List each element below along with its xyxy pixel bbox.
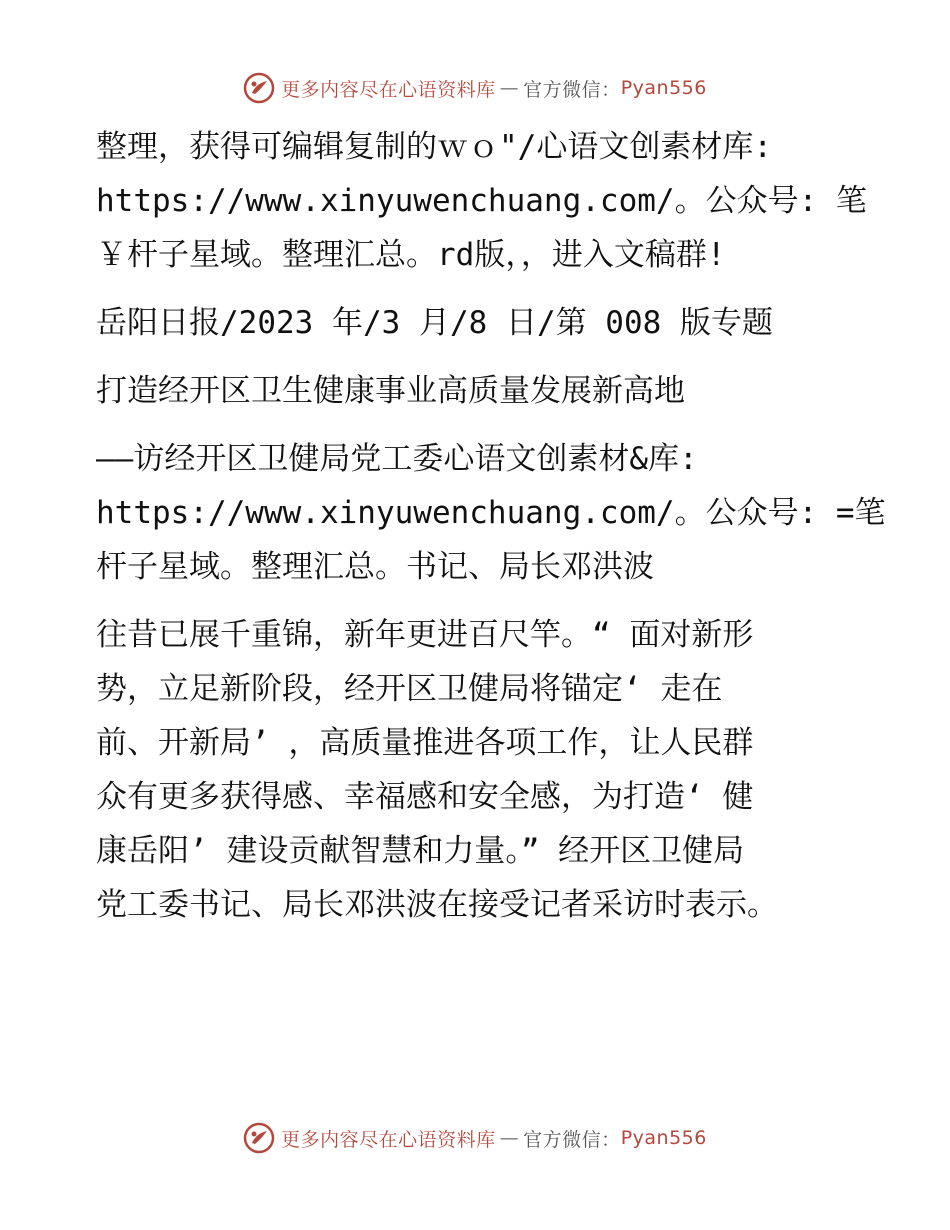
paragraph-source (96, 296, 856, 350)
brand-logo-icon (243, 1122, 275, 1154)
brand-logo-icon (243, 72, 275, 104)
banner-wechat-label: 官方微信： (523, 78, 621, 101)
banner-wechat-label: 官方微信： (523, 1128, 621, 1151)
document-body (96, 120, 886, 946)
text-line: 往昔已展千重锦，新年更进百尺竿。“ 面对新形 (96, 617, 754, 653)
text-line: 康岳阳’ 建设贡献智慧和力量。” 经开区卫健局 (96, 833, 745, 869)
text-line: https://www.xinyuwenchuang.com/。公众号: =笔 (96, 495, 886, 531)
header-watermark-banner (0, 72, 950, 104)
paragraph-title (96, 364, 856, 418)
banner-separator: — (499, 1127, 520, 1149)
banner-account: Pyan556 (620, 1127, 707, 1149)
text-line: 众有更多获得感、幸福感和安全感，为打造‘ 健 (96, 779, 754, 815)
paragraph-intro-notice (96, 120, 867, 282)
text-line: 整理，获得可编辑复制的ｗｏ"/心语文创素材库: (96, 129, 772, 165)
banner-separator: — (499, 77, 520, 99)
text-line: 打造经开区卫生健康事业高质量发展新高地 (96, 373, 685, 409)
text-line: 前、开新局’ ，高质量推进各项工作，让人民群 (96, 725, 754, 761)
banner-account: Pyan556 (620, 77, 707, 99)
text-line: 党工委书记、局长邓洪波在接受记者采访时表示。 (96, 887, 778, 923)
text-line: 岳阳日报/2023 年/3 月/8 日/第 008 版专题 (96, 305, 773, 341)
paragraph-body (96, 608, 856, 932)
banner-text: 更多内容尽在心语资料库 (281, 1128, 496, 1151)
paragraph-subtitle (96, 432, 886, 594)
text-line: https://www.xinyuwenchuang.com/。公众号: 笔 (96, 183, 867, 219)
text-line: ￥杆子星域。整理汇总。rd版，，进入文稿群! (96, 237, 726, 273)
text-line: 势，立足新阶段，经开区卫健局将锚定‘ 走在 (96, 671, 723, 707)
text-line: ——访经开区卫健局党工委心语文创素材&库: (96, 441, 698, 477)
text-line: 杆子星域。整理汇总。书记、局长邓洪波 (96, 549, 654, 585)
banner-text: 更多内容尽在心语资料库 (281, 78, 496, 101)
footer-watermark-banner (0, 1122, 950, 1154)
